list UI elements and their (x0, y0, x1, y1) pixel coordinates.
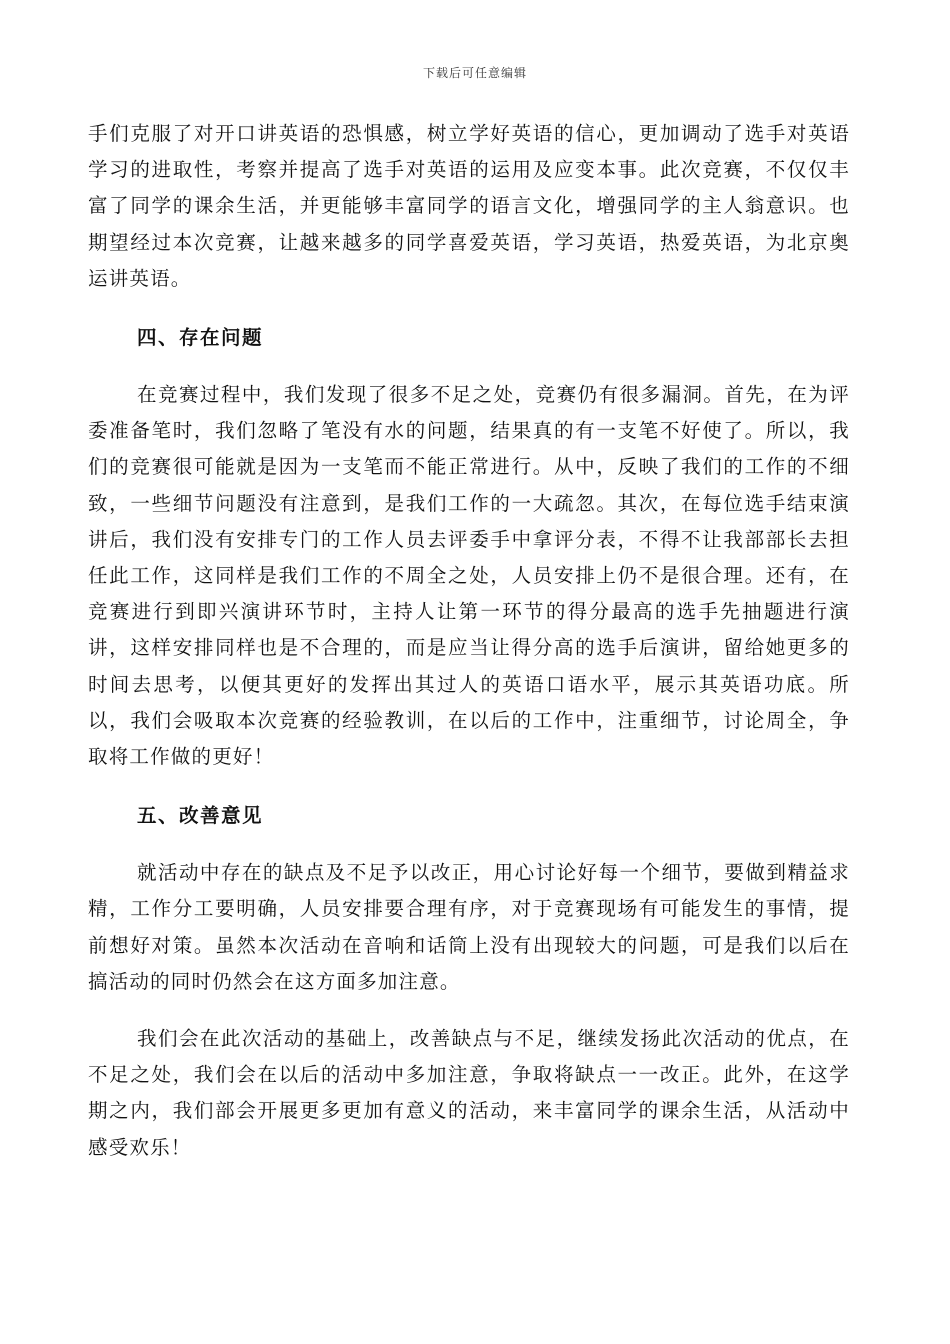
spacer (88, 834, 850, 855)
intro-paragraph: 手们克服了对开口讲英语的恐惧感，树立学好英语的信心，更加调动了选手对英语学习的进取性，考察并提高了选手对英语的运用及应变本事。此次竞赛，不仅仅丰富了同学的课余生活，并更能够丰富同学的语言文化，增强同学的主人翁意识。也期望经过本次竞赛，让越来越多的同学喜爱英语，学习英语，热爱英语，为北京奥运讲英语。 (88, 122, 850, 290)
section-5-paragraph-2: 我们会在此次活动的基础上，改善缺点与不足，继续发扬此次活动的优点，在不足之处，我们会在以后的活动中多加注意，争取将缺点一一改正。此外，在这学期之内，我们部会开展更多更加有意义的活动，来丰富同学的课余生活，从活动中感受欢乐！ (88, 1027, 850, 1159)
section-4-heading: 四、存在问题 (137, 326, 264, 350)
spacer (88, 1000, 850, 1021)
spacer (88, 775, 850, 798)
section-5-paragraph-1: 就活动中存在的缺点及不足予以改正，用心讨论好每一个细节，要做到精益求精，工作分工要明确，人员安排要合理有序，对于竞赛现场有可能发生的事情，提前想好对策。虽然本次活动在音响和话筒上没有出现较大的问题，可是我们以后在搞活动的同时仍然会在这方面多加注意。 (88, 861, 850, 993)
header-note: 下载后可任意编辑 (422, 66, 527, 80)
section-5-heading: 五、改善意见 (137, 804, 264, 828)
spacer (88, 356, 850, 377)
document-body (88, 116, 850, 1166)
spacer (88, 297, 850, 320)
section-4-paragraph: 在竞赛过程中，我们发现了很多不足之处，竞赛仍有很多漏洞。首先，在为评委准备笔时，我们忽略了笔没有水的问题，结果真的有一支笔不好使了。所以，我们的竞赛很可能就是因为一支笔而不能正常进行。从中，反映了我们的工作的不细致，一些细节问题没有注意到，是我们工作的一大疏忽。其次，在每位选手结束演讲后，我们没有安排专门的工作人员去评委手中拿评分表，不得不让我部部长去担任此工作，这同样是我们工作的不周全之处，人员安排上仍不是很合理。还有，在竞赛进行到即兴演讲环节时，主持人让第一环节的得分最高的选手先抽题进行演讲，这样安排同样也是不合理的，而是应当让得分高的选手后演讲，留给她更多的时间去思考，以便其更好的发挥出其过人的英语口语水平，展示其英语功底。所以，我们会吸取本次竞赛的经验教训，在以后的工作中，注重细节，讨论周全，争取将工作做的更好！ (88, 383, 850, 769)
